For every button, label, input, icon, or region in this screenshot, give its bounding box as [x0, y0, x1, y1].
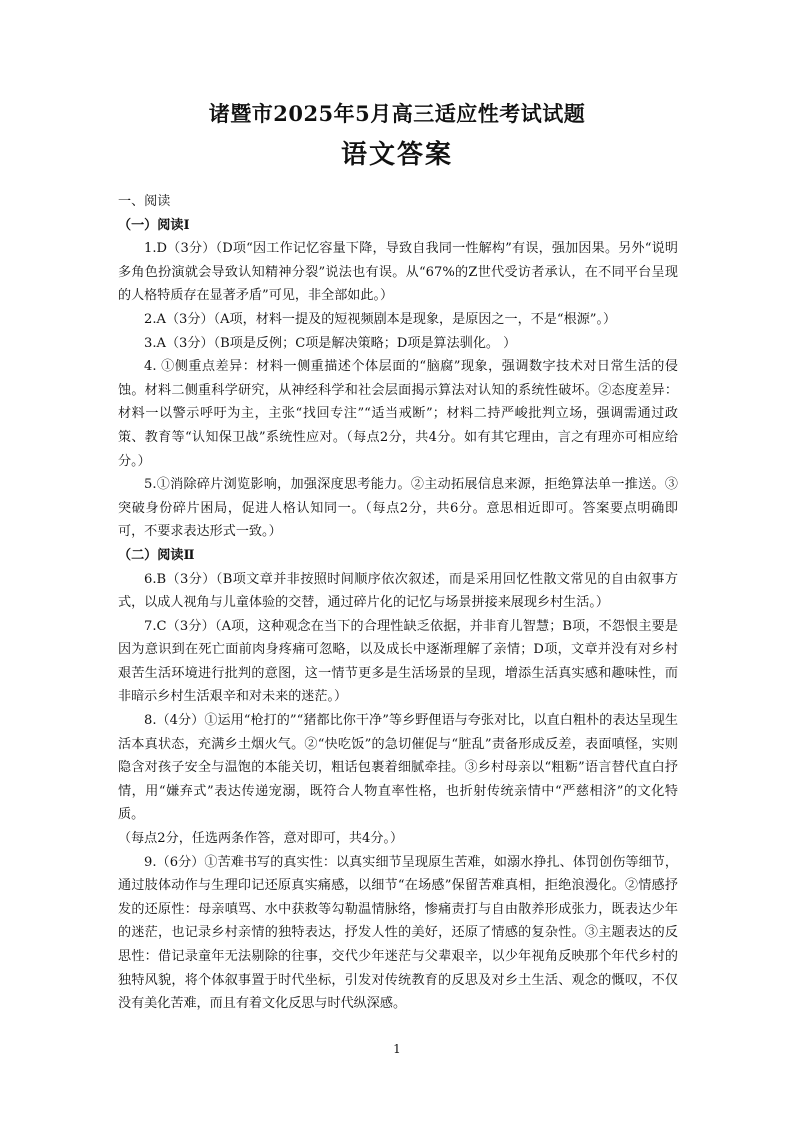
answer-item-7: 7.C（3分）（A项，这种观念在当下的合理性缺乏依据，并非育儿智慧；B项，不怨恨主要是因为意识到在死亡面前肉身疼痛可忽略，以及成长中逐渐理解了亲情；D项，文章并没有对乡村艰苦生活环境进行批判的意图，这一情节更多是生活场景的呈现，增添生活真实感和趣味性，而非暗示乡村生活艰辛和对未来的迷茫。）: [118, 618, 678, 705]
answer-item-4: 4. ①侧重点差异：材料一侧重描述个体层面的“脑腐”现象，强调数字技术对日常生活的侵蚀。材料二侧重科学研究，从神经科学和社会层面揭示算法对认知的系统性破坏。②态度差异：材料一以警示呼吁为主，主张“找回专注”“适当戒断”；材料二持严峻批判立场，强调需通过政策、教育等“认知保卫战”系统性应对。（每点2分，共4分。如有其它理由，言之有理亦可相应给分。）: [118, 359, 678, 469]
answer-subtitle: 语文答案: [340, 140, 453, 170]
answer-item-9: 9.（6分）①苦难书写的真实性：以真实细节呈现原生苦难，如溺水挣扎、体罚创伤等细节，通过肢体动作与生理印记还原真实痛感，以细节“在场感”保留苦难真相，拒绝浪漫化。②情感抒发的还原性：母亲嗔骂、水中获救等勾勒温情脉络，惨痛责打与自由散养形成张力，既表达少年的迷茫，也记录乡村亲情的独特表达，抒发人性的美好，还原了情感的复杂性。③主题表达的反思性：借记录童年无法剔除的往事，交代少年迷茫与父辈艰辛，以少年视角反映那个年代乡村的独特风貌，将个体叙事置于时代坐标，引发对传统教育的反思及对乡土生活、观念的慨叹，不仅没有美化苦难，而且有着文化反思与时代纵深感。: [118, 854, 678, 1012]
exam-title: 诸暨市2025年5月高三适应性考试试题: [208, 101, 586, 126]
section-heading-reading: 一、阅读: [118, 194, 171, 209]
answer-item-6: 6.B（3分）（B项文章并非按照时间顺序依次叙述，而是采用回忆性散文常见的自由叙事方式，以成人视角与儿童体验的交替，通过碎片化的记忆与场景拼接来展现乡村生活。）: [118, 571, 678, 611]
answer-item-5: 5.①消除碎片浏览影响，加强深度思考能力。②主动拓展信息来源，拒绝算法单一推送。③突破身份碎片困局，促进人格认知同一。（每点2分，共6分。意思相近即可。答案要点明确即可，不要求表达形式一致。）: [118, 477, 678, 540]
answer-item-8: 8.（4分）①运用“枪打的”“猪都比你干净”等乡野俚语与夸张对比，以直白粗朴的表达呈现生活本真状态，充满乡土烟火气。②“快吃饭”的急切催促与“脏乱”责备形成反差，表面嗔怪，实则隐含对孩子安全与温饱的本能关切，粗话包裹着细腻牵挂。③乡村母亲以“粗粝”语言替代直白抒情，用“嫌弃式”表达传递宠溺，既符合人物直率性格，也折射传统亲情中“严慈相济”的文化特质。: [118, 713, 678, 823]
answer-item-3: 3.A（3分）（B项是反例；C项是解决策略；D项是算法驯化。 ）: [144, 335, 517, 351]
answer-item-1: 1.D（3分）（D项“因工作记忆容量下降，导致自我同一性解构”有误，强加因果。另外“说明多角色扮演就会导致认知精神分裂”说法也有误。从“67%的Z世代受访者承认，在不同平台呈现的人格特质存在显著矛盾”可见，非全部如此。）: [118, 241, 678, 304]
answer-content: [118, 190, 678, 1016]
answer-item-2: 2.A（3分）（A项，材料一提及的短视频剧本是现象，是原因之一，不是“根源”。）: [144, 311, 617, 327]
scoring-note-8: （每点2分，任选两条作答，意对即可，共4分。）: [118, 831, 404, 847]
subsection-heading-reading-2: （二）阅读Ⅱ: [118, 547, 195, 563]
page-number: 1: [393, 1042, 401, 1056]
subsection-heading-reading-1: （一）阅读Ⅰ: [118, 217, 190, 233]
